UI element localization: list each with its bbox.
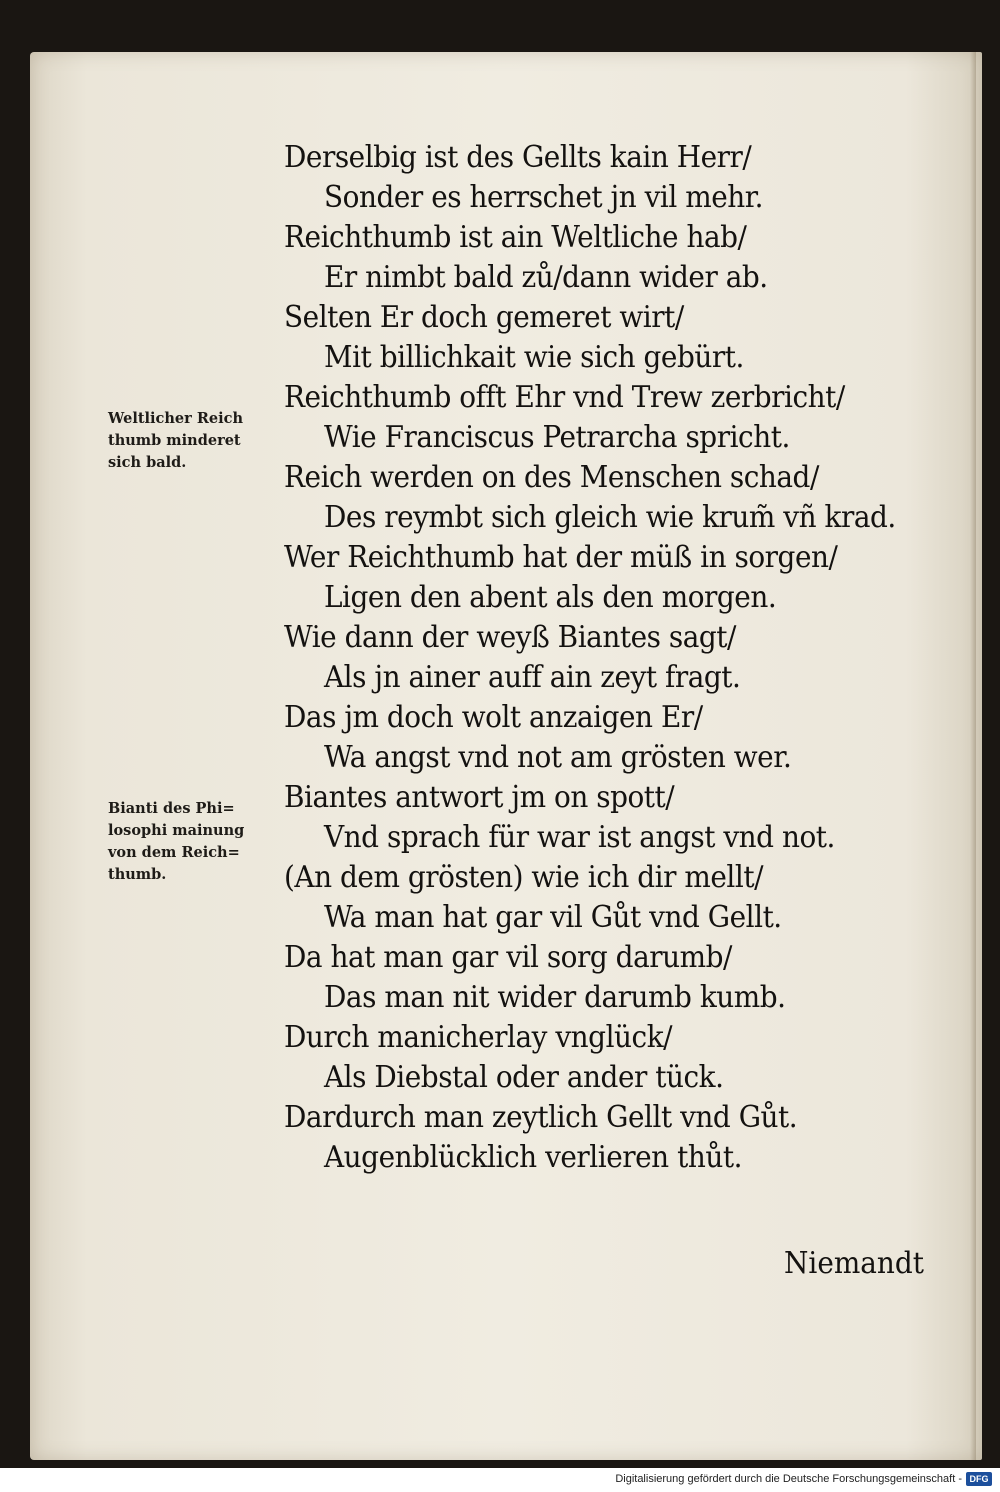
verse-line: Das man nit wider darumb kumb. xyxy=(324,980,786,1015)
gloss-line: thumb. xyxy=(108,866,167,883)
verse-line: Durch manicherlay vnglück/ xyxy=(284,1020,673,1055)
verse-line: Als jn ainer auff ain zeyt fragt. xyxy=(324,660,741,695)
verse-line: Sonder es herrschet jn vil mehr. xyxy=(324,180,763,215)
verse-line: Mit billichkait wie sich gebürt. xyxy=(324,340,744,375)
verse-line: Des reymbt sich gleich wie krum̃ vñ krad. xyxy=(324,500,896,535)
verse-line: Wer Reichthumb hat der müß in sorgen/ xyxy=(284,540,838,575)
margin-gloss-weltlicher-reichthumb xyxy=(108,408,294,474)
verse-line: Dardurch man zeytlich Gellt vnd Gůt. xyxy=(284,1100,798,1135)
verse-line: Als Diebstal oder ander tück. xyxy=(324,1060,724,1095)
verse-line: Vnd sprach für war ist angst vnd not. xyxy=(324,820,835,855)
verse-line: Augenblücklich verlieren thůt. xyxy=(324,1140,742,1175)
verse-line: Reich werden on des Menschen schad/ xyxy=(284,460,819,495)
margin-gloss-bianti xyxy=(108,798,294,886)
verse-line: Wa man hat gar vil Gůt vnd Gellt. xyxy=(324,900,782,935)
verse-line: Wie Franciscus Petrarcha spricht. xyxy=(324,420,790,455)
gloss-line: thumb minderet xyxy=(108,432,241,449)
gloss-line: Weltlicher Reich xyxy=(108,410,243,427)
footer-credit: Digitalisierung gefördert durch die Deutsche Forschungsgemeinschaft - xyxy=(615,1473,962,1485)
catchword: Niemandt xyxy=(784,1246,924,1281)
verse-line: Wie dann der weyß Biantes sagt/ xyxy=(284,620,736,655)
verse-line: Biantes antwort jm on spott/ xyxy=(284,780,675,815)
verse-line: Das jm doch wolt anzaigen Er/ xyxy=(284,700,703,735)
verse-line: Reichthumb ist ain Weltliche hab/ xyxy=(284,220,747,255)
footer-bar xyxy=(0,1468,1000,1492)
book-page xyxy=(30,52,982,1460)
verse-line: Ligen den abent als den morgen. xyxy=(324,580,777,615)
verse-line: Er nimbt bald zů/dann wider ab. xyxy=(324,260,768,295)
gloss-line: Bianti des Phi= xyxy=(108,800,235,817)
verse-line: Wa angst vnd not am grösten wer. xyxy=(324,740,792,775)
dfg-logo-icon: DFG xyxy=(966,1472,992,1486)
verse-line: Derselbig ist des Gellts kain Herr/ xyxy=(284,140,752,175)
gloss-line: von dem Reich= xyxy=(108,844,240,861)
verse-line: (An dem grösten) wie ich dir mellt/ xyxy=(284,860,764,895)
verse-line: Reichthumb offt Ehr vnd Trew zerbricht/ xyxy=(284,380,845,415)
gloss-line: losophi mainung xyxy=(108,822,245,839)
verse-line: Da hat man gar vil sorg darumb/ xyxy=(284,940,732,975)
gloss-line: sich bald. xyxy=(108,454,187,471)
verse-line: Selten Er doch gemeret wirt/ xyxy=(284,300,684,335)
